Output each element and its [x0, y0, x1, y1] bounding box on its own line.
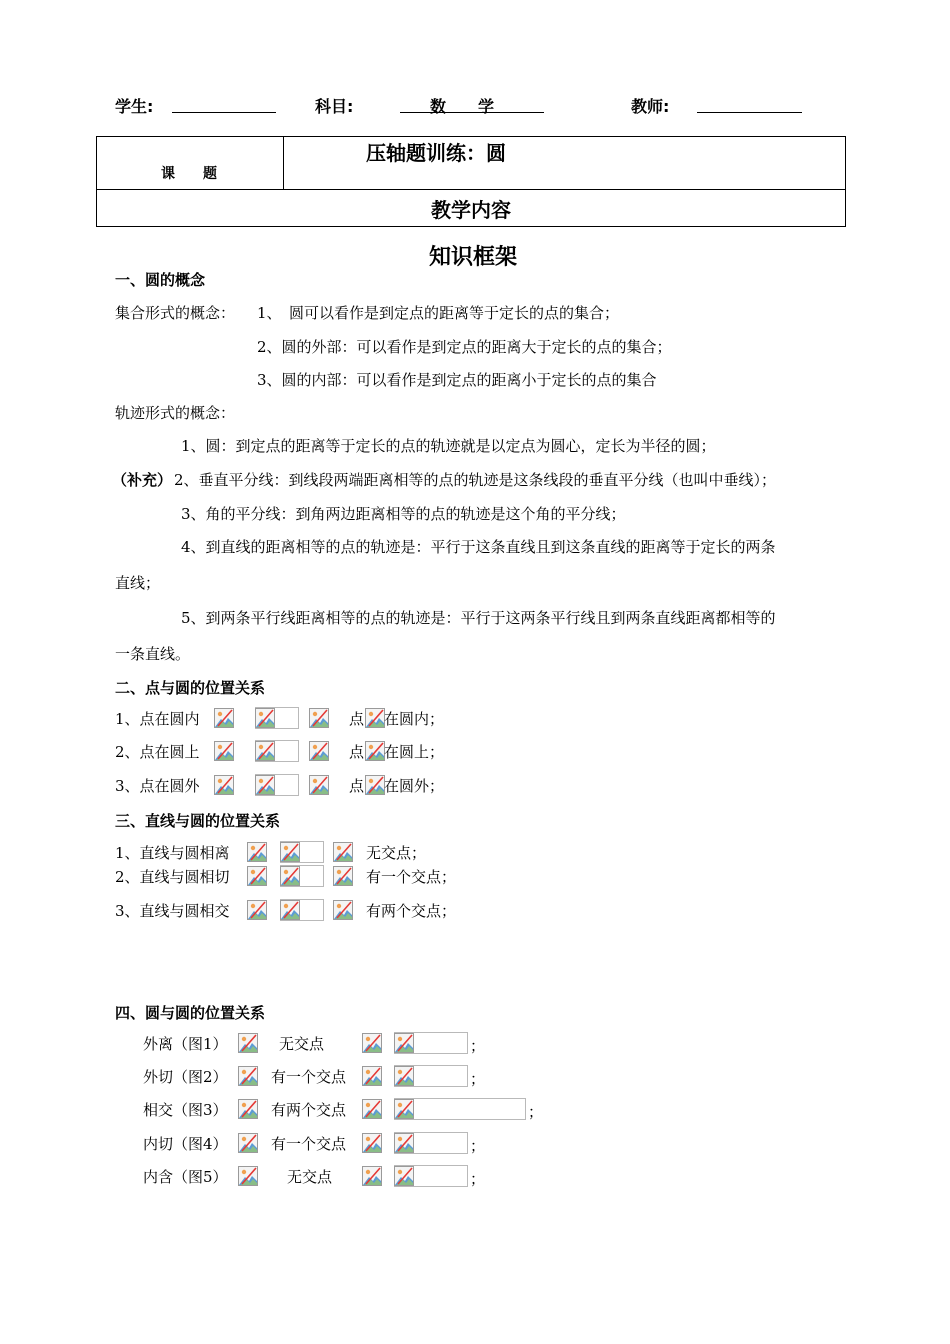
circle-row-label: 内含（图5） [143, 1168, 228, 1186]
set-concept-label: 集合形式的概念： [115, 304, 236, 322]
broken-image-icon [214, 775, 234, 795]
point-row-rest: 在圆外； [384, 777, 445, 795]
circle-row-end: ； [470, 1137, 486, 1155]
subject-value: 数 学 [430, 97, 495, 116]
student-label: 学生: [115, 97, 154, 116]
supplement-label: （补充） [112, 471, 173, 489]
circle-row-desc: 有一个交点 [271, 1068, 347, 1086]
topic-title: 压轴题训练：圆 [366, 141, 506, 165]
point-row-label: 1、点在圆内 [115, 710, 200, 728]
broken-image-icon [365, 708, 385, 728]
point-row-label: 3、点在圆外 [115, 777, 200, 795]
circle-row-label: 相交（图3） [143, 1101, 228, 1119]
lesson-table [96, 136, 846, 227]
set-concept-2: 2、圆的外部：可以看作是到定点的距离大于定长的点的集合； [257, 338, 672, 356]
broken-image-icon [309, 708, 329, 728]
broken-image-icon [362, 1033, 382, 1053]
broken-image-icon [394, 1099, 414, 1119]
topic-label: 课 题 [161, 166, 217, 182]
locus-3: 3、角的平分线：到角两边距离相等的点的轨迹是这个角的平分线； [181, 505, 626, 523]
broken-image-icon [362, 1099, 382, 1119]
circle-row-end: ； [470, 1170, 486, 1188]
broken-image-icon [333, 866, 353, 886]
broken-image-icon [238, 1066, 258, 1086]
broken-image-icon [362, 1166, 382, 1186]
broken-image-icon [214, 708, 234, 728]
broken-image-icon [238, 1033, 258, 1053]
circle-row-desc: 有两个交点 [271, 1101, 347, 1119]
locus-concept-label: 轨迹形式的概念： [115, 404, 236, 422]
broken-image-icon [365, 741, 385, 761]
line-row-label: 1、直线与圆相离 [115, 844, 230, 862]
broken-image-icon [255, 775, 275, 795]
broken-image-icon [255, 708, 275, 728]
broken-image-icon [255, 741, 275, 761]
content-label-cell [97, 190, 846, 227]
line-row-rest: 有一个交点； [366, 868, 457, 886]
circle-row-label: 外离（图1） [143, 1035, 228, 1053]
locus-4-line-2: 直线； [115, 574, 161, 592]
broken-image-icon [362, 1133, 382, 1153]
circle-row-end: ； [470, 1037, 486, 1055]
point-word: 点 [349, 710, 365, 728]
broken-image-icon [309, 741, 329, 761]
broken-image-icon [280, 842, 300, 862]
content-label: 教学内容 [431, 197, 511, 222]
broken-image-icon [333, 842, 353, 862]
circle-row-desc: 无交点 [287, 1168, 333, 1186]
line-row-label: 2、直线与圆相切 [115, 868, 230, 886]
broken-image-icon [280, 900, 300, 920]
broken-image-icon [214, 741, 234, 761]
broken-image-icon [247, 866, 267, 886]
broken-image-icon [394, 1133, 414, 1153]
line-row-rest: 有两个交点； [366, 902, 457, 920]
section-3-heading: 三、直线与圆的位置关系 [115, 812, 281, 830]
point-row-label: 2、点在圆上 [115, 743, 200, 761]
broken-image-icon [394, 1166, 414, 1186]
set-concept-3: 3、圆的内部：可以看作是到定点的距离小于定长的点的集合 [257, 371, 657, 389]
locus-5-line-1: 5、到两条平行线距离相等的点的轨迹是：平行于这两条平行线且到两条直线距离都相等的 [181, 609, 776, 627]
broken-image-icon [394, 1033, 414, 1053]
line-row-label: 3、直线与圆相交 [115, 902, 230, 920]
set-concept-1: 1、 圆可以看作是到定点的距离等于定长的点的集合； [257, 304, 620, 322]
teacher-blank[interactable] [697, 112, 802, 113]
point-row-rest: 在圆内； [384, 710, 445, 728]
point-row-rest: 在圆上； [384, 743, 445, 761]
locus-1: 1、圆：到定点的距离等于定长的点的轨迹就是以定点为圆心，定长为半径的圆； [181, 437, 716, 455]
doc-title: 知识框架 [429, 245, 518, 270]
point-word: 点 [349, 777, 365, 795]
subject-label: 科目: [315, 97, 354, 116]
section-1-heading: 一、圆的概念 [115, 271, 206, 289]
subject-underline [400, 112, 544, 113]
broken-image-icon [238, 1133, 258, 1153]
point-word: 点 [349, 743, 365, 761]
circle-row-label: 内切（图4） [143, 1135, 228, 1153]
broken-image-icon [247, 842, 267, 862]
circle-row-end: ； [528, 1103, 544, 1121]
topic-title-cell [284, 137, 846, 190]
broken-image-icon [309, 775, 329, 795]
broken-image-icon [247, 900, 267, 920]
teacher-label: 教师: [631, 97, 670, 116]
locus-2: 2、垂直平分线：到线段两端距离相等的点的轨迹是这条线段的垂直平分线（也叫中垂线）； [174, 471, 777, 489]
broken-image-icon [394, 1066, 414, 1086]
topic-label-cell [97, 137, 284, 190]
broken-image-icon [238, 1099, 258, 1119]
broken-image-icon [280, 866, 300, 886]
circle-row-label: 外切（图2） [143, 1068, 228, 1086]
circle-row-end: ； [470, 1070, 486, 1088]
section-4-heading: 四、圆与圆的位置关系 [115, 1004, 266, 1022]
broken-image-icon [238, 1166, 258, 1186]
circle-row-desc: 无交点 [279, 1035, 325, 1053]
section-2-heading: 二、点与圆的位置关系 [115, 679, 266, 697]
student-blank[interactable] [172, 112, 276, 113]
broken-image-icon [362, 1066, 382, 1086]
locus-5-line-2: 一条直线。 [115, 645, 191, 663]
circle-row-desc: 有一个交点 [271, 1135, 347, 1153]
broken-image-icon [333, 900, 353, 920]
broken-image-icon [365, 775, 385, 795]
line-row-rest: 无交点； [366, 844, 427, 862]
locus-4-line-1: 4、到直线的距离相等的点的轨迹是：平行于这条直线且到这条直线的距离等于定长的两条 [181, 538, 776, 556]
